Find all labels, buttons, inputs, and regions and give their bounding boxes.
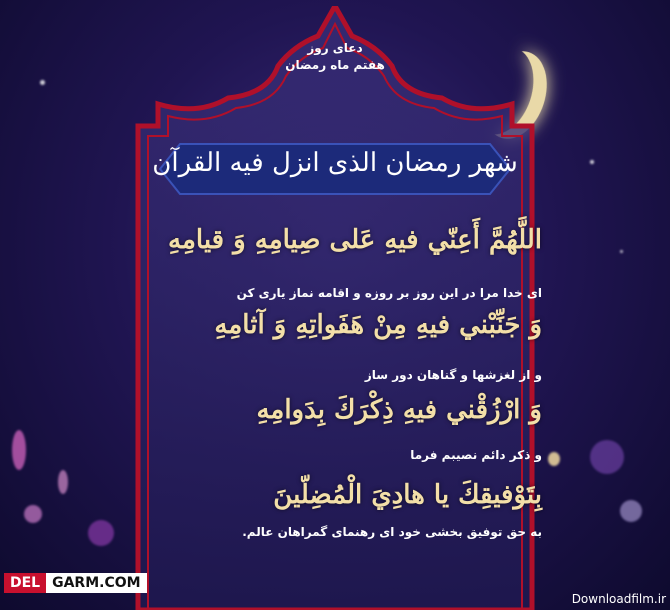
persian-translation-2: و از لغزشها و گناهان دور ساز (364, 368, 542, 382)
arabic-verse-1: اللَّهُمَّ أَعِنّي فيهِ عَلى صِيامِهِ وَ قيامِهِ (168, 225, 542, 255)
persian-translation-4: به حق توفیق بخشی خود ای رهنمای گمراهان عالم. (242, 525, 542, 539)
arabic-verse-4: بِتَوْفيقِكَ يا هادِيَ الْمُضِلّينَ (273, 480, 542, 510)
arabic-verse-2: وَ جَنِّبْني فيهِ مِنْ هَفَواتِهِ وَ آثامِهِ (214, 310, 542, 340)
bokeh-light (88, 520, 114, 546)
bokeh-light (40, 80, 45, 85)
persian-translation-3: و ذکر دائم نصیبم فرما (410, 448, 542, 462)
delgarm-watermark (4, 572, 147, 594)
bokeh-light (590, 440, 624, 474)
title-line-2: هفتم ماه رمضان (285, 58, 385, 72)
persian-translation-1: ای خدا مرا در این روز بر روزه و اقامه نماز یاری کن (236, 286, 542, 300)
arabic-verse-3: وَ ارْزُقْني فيهِ ذِكْرَكَ بِدَوامِهِ (256, 395, 542, 425)
bokeh-light (12, 430, 26, 470)
bokeh-light (620, 500, 642, 522)
bokeh-light (620, 250, 623, 253)
calligraphy-text: شهر رمضان الذی انزل فیه القرآن (152, 148, 518, 178)
bokeh-light (58, 470, 68, 494)
title-line-1: دعای روز (307, 41, 363, 55)
title-header (280, 40, 390, 74)
bokeh-light (590, 160, 594, 164)
watermark-del: DEL (4, 573, 46, 593)
watermark-garm: GARM.COM (46, 573, 146, 593)
bokeh-light (24, 505, 42, 523)
ornate-frame (118, 6, 552, 610)
downloadfilm-watermark: Downloadfilm.ir (571, 592, 666, 606)
